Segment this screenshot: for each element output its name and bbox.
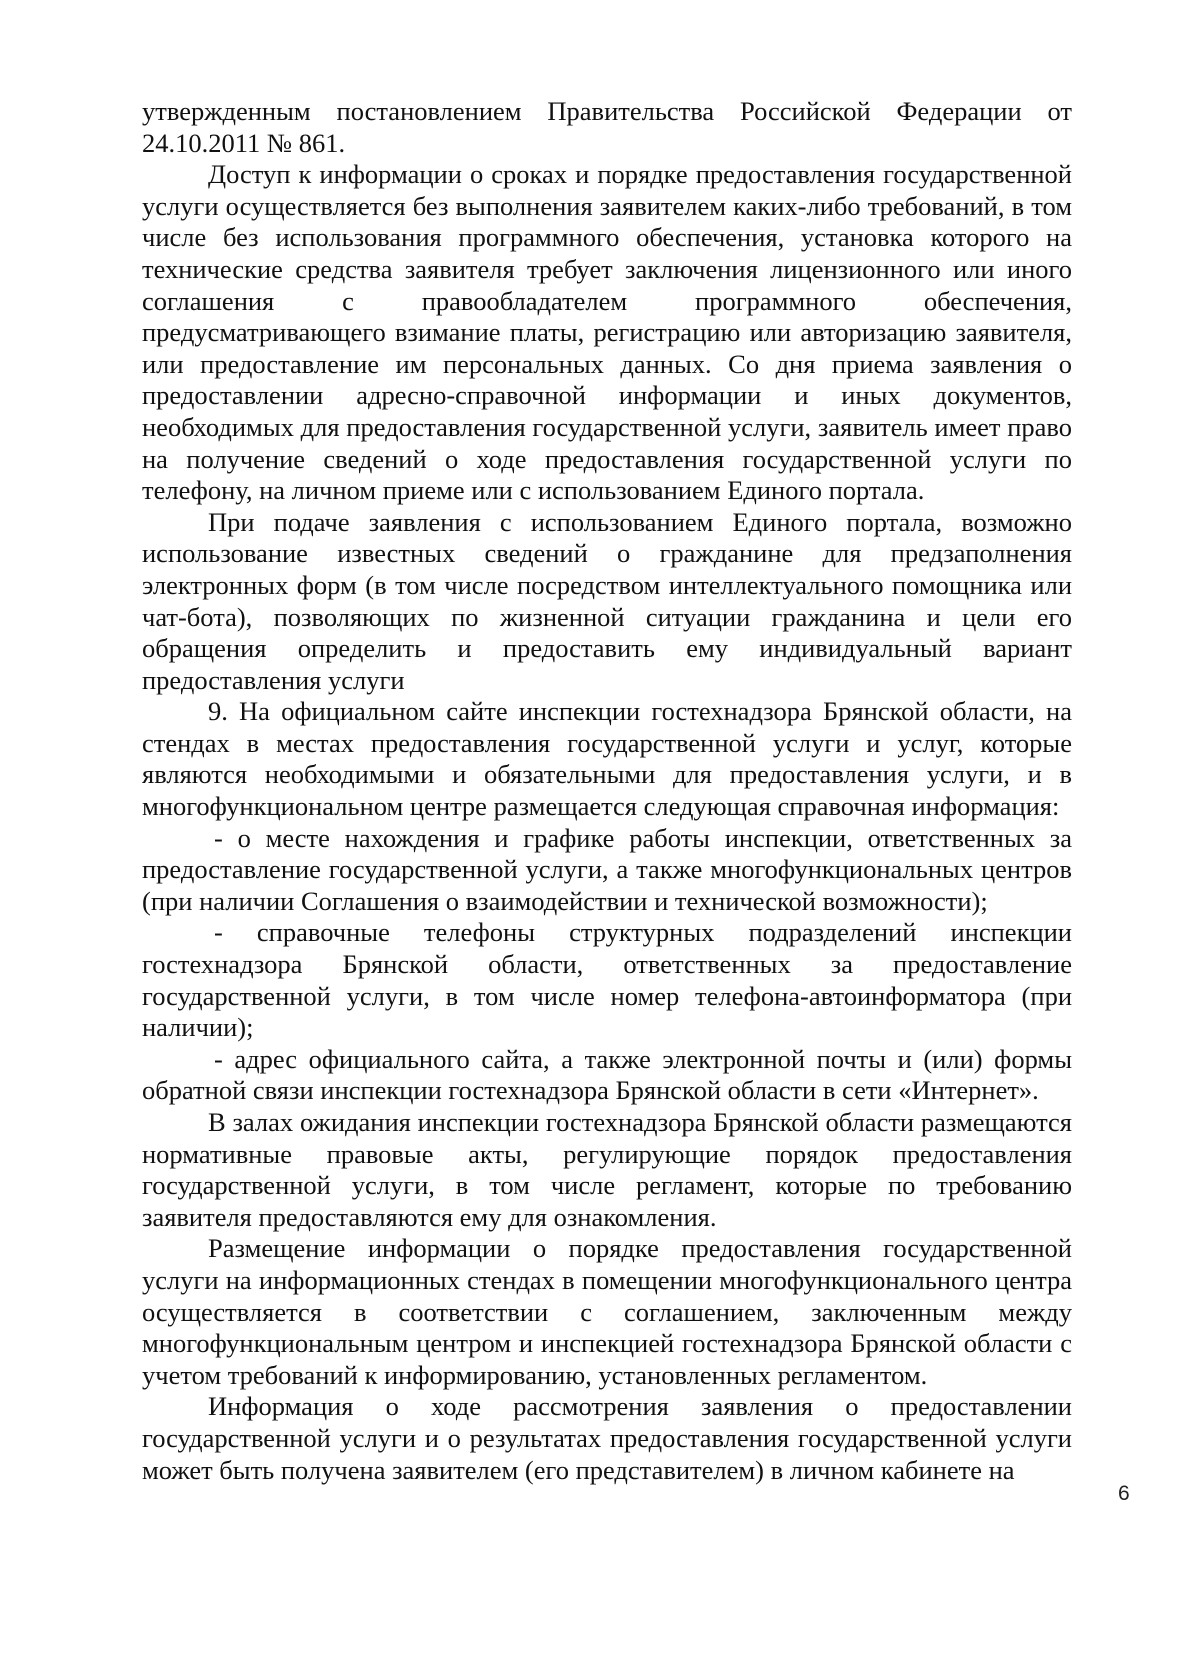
- list-item-website: - адрес официального сайта, а также электронной почты и (или) формы обратной связи инспекции гостехнадзора Брянской области в сети «Интернет».: [142, 1043, 1072, 1106]
- page-number: 6: [1118, 1482, 1130, 1505]
- document-page: [142, 96, 1072, 1486]
- paragraph-portal-application: При подаче заявления с использованием Единого портала, возможно использование известных сведений о гражданине для предзаполнения электронных форм (в том числе посредством интеллектуального помощника или чат-бота), позволяющих по жизненной ситуации гражданина и цели его обращения определить и предоставить ему индивидуальный вариант предоставления услуги: [142, 506, 1072, 695]
- paragraph-application-status: Информация о ходе рассмотрения заявления о предоставлении государственной услуги и о результатах предоставления государственной услуги может быть получена заявителем (его представителем) в личном кабинете на: [142, 1391, 1072, 1485]
- paragraph-info-stands: Размещение информации о порядке предоставления государственной услуги на информационных стендах в помещении многофункционального центра осуществляется в соответствии с соглашением, заключенным между многофункциональным центром и инспекцией гостехнадзора Брянской области с учетом требований к информированию, установленных регламентом.: [142, 1233, 1072, 1390]
- list-item-location-schedule: - о месте нахождения и графике работы инспекции, ответственных за предоставление государственной услуги, а также многофункциональных центров (при наличии Соглашения о взаимодействии и технической возможности);: [142, 822, 1072, 916]
- paragraph-item-9: 9. На официальном сайте инспекции гостехнадзора Брянской области, на стендах в местах предоставления государственной услуги и услуг, которые являются необходимыми и обязательными для предоставления услуги, и в многофункциональном центре размещается следующая справочная информация:: [142, 696, 1072, 822]
- list-item-phones: - справочные телефоны структурных подразделений инспекции гостехнадзора Брянской области, ответственных за предоставление государственной услуги, в том числе номер телефона-автоинформатора (при наличии);: [142, 917, 1072, 1043]
- paragraph-waiting-halls: В залах ожидания инспекции гостехнадзора Брянской области размещаются нормативные правовые акты, регулирующие порядок предоставления государственной услуги, в том числе регламент, которые по требованию заявителя предоставляются ему для ознакомления.: [142, 1107, 1072, 1232]
- paragraph-continuation: утвержденным постановлением Правительства Российской Федерации от 24.10.2011 № 861.: [142, 96, 1072, 158]
- paragraph-access-info: Доступ к информации о сроках и порядке предоставления государственной услуги осуществляется без выполнения заявителем каких-либо требований, в том числе без использования программного обеспечения, установка которого на технические средства заявителя требует заключения лицензионного или иного соглашения с правообладателем программного обеспечения, предусматривающего взимание платы, регистрацию или авторизацию заявителя, или предоставление им персональных данных. Со дня приема заявления о предоставлении адресно-справочной информации и иных документов, необходимых для предоставления государственной услуги, заявитель имеет право на получение сведений о ходе предоставления государственной услуги по телефону, на личном приеме или с использованием Единого портала.: [142, 159, 1072, 506]
